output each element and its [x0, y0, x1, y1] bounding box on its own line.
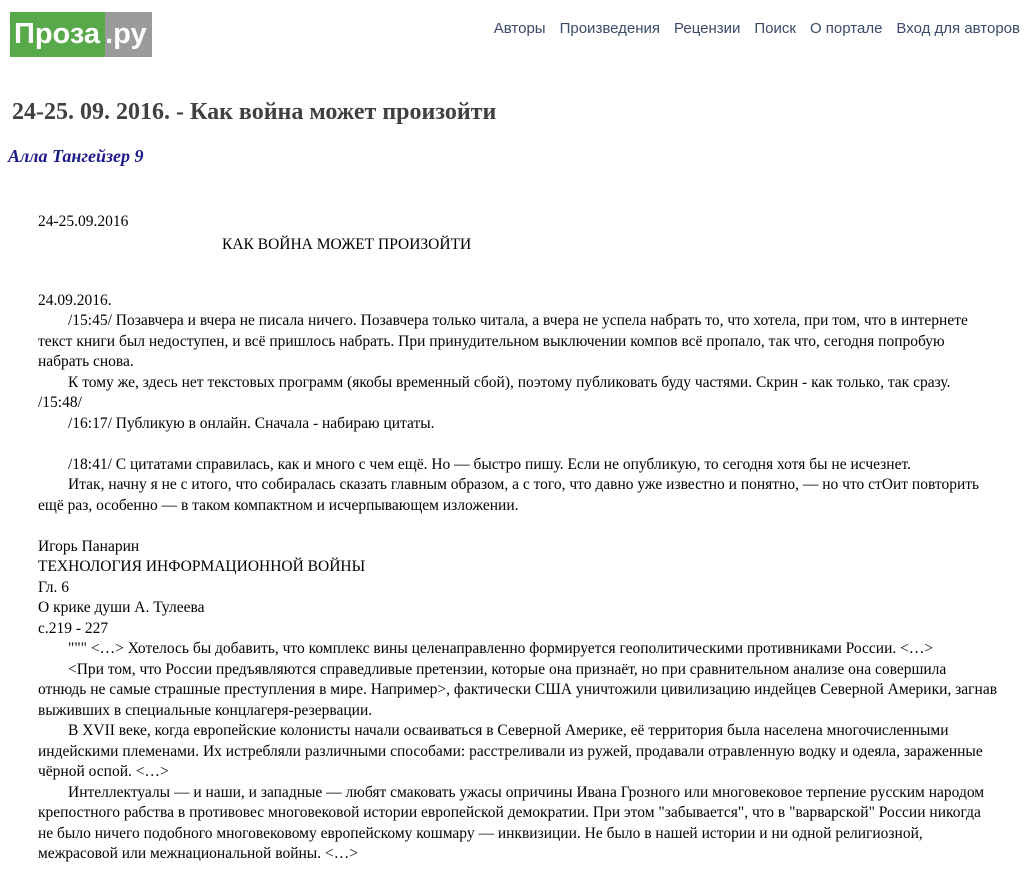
- paragraph: /15:45/ Позавчера и вчера не писала ничего. Позавчера только читала, а вчера не успела набрать то, что хотела, при том, что в интернете текст книги был недоступен, и всё пришлось набрать. При принудительном выключении компов всё пропало, так что, сегодня попробую набрать снова.: [38, 312, 968, 370]
- nav-works[interactable]: Произведения: [559, 20, 661, 37]
- source-book: ТЕХНОЛОГИЯ ИНФОРМАЦИОННОЙ ВОЙНЫ: [38, 558, 366, 575]
- paragraph: /18:41/ С цитатами справилась, как и много с чем ещё. Но — быстро пишу. Если не опубликую, то сегодня хотя бы не исчезнет.: [68, 455, 911, 473]
- work-title: 24-25. 09. 2016. - Как война может произойти: [12, 99, 497, 125]
- nav-about[interactable]: О портале: [809, 20, 883, 37]
- date-line-2: 24.09.2016.: [38, 291, 112, 309]
- paragraph: К тому же, здесь нет текстовых программ (якобы временный сбой), поэтому публиковать буду частями. Скрин - как только, так сразу. /15:48/: [38, 373, 951, 411]
- spacer: [38, 276, 998, 291]
- quote-paragraph: """ <…> Хотелось бы добавить, что комплекс вины целенаправленно формируется геополитическими противниками России. <…>: [68, 640, 934, 657]
- paragraph: Итак, начну я не с итого, что собиралась сказать главным образом, а с того, что давно уже известно и понятно, — но что стОит повторить ещё раз, особенно — в таком компактном и исчерпывающем изложении.: [38, 476, 980, 514]
- main-nav: [494, 20, 1020, 37]
- source-section: О крике души А. Тулеева: [38, 599, 205, 616]
- spacer: [38, 434, 998, 455]
- nav-login[interactable]: Вход для авторов: [896, 20, 1020, 37]
- logo-left-text: Проза: [10, 12, 105, 57]
- date-line: 24-25.09.2016: [38, 213, 129, 230]
- source-chapter: Гл. 6: [38, 578, 70, 596]
- site-header: [0, 0, 1028, 70]
- site-logo[interactable]: [10, 12, 152, 57]
- nav-reviews[interactable]: Рецензии: [674, 20, 741, 37]
- text-heading: КАК ВОЙНА МОЖЕТ ПРОИЗОЙТИ: [222, 235, 472, 253]
- spacer: [38, 255, 998, 276]
- quote-paragraph: <При том, что России предъявляются справедливые претензии, которые она признаёт, но при сравнительном анализе она совершила отнюдь не самые страшные преступления в мире. Например>, фактически США уничтожили цивилизацию индейцев Северной Америки, загнав выживших в специальные концлагеря-резервации.: [38, 660, 998, 719]
- nav-authors[interactable]: Авторы: [493, 20, 546, 37]
- work-text: [38, 212, 998, 865]
- author-link[interactable]: Алла Тангейзер 9: [8, 146, 144, 166]
- quote-paragraph: В XVII веке, когда европейские колонисты начали осваиваться в Северной Америке, её территория была населена многочисленными индейскими племенами. Их истребляли различными способами: расстреливали из ружей, продавали отравленную водку и одеяла, зараженные чёрной оспой. <…>: [38, 722, 983, 780]
- paragraph: /16:17/ Публикую в онлайн. Сначала - набираю цитаты.: [68, 414, 435, 432]
- source-author: Игорь Панарин: [38, 537, 140, 555]
- spacer: [38, 516, 998, 537]
- quote-paragraph: Интеллектуалы — и наши, и западные — любят смаковать ужасы опричины Ивана Грозного или многовековое терпение русским народом крепостного рабства в противовес многовековой истории европейской демократии. При этом "забывается", что в "варварской" России никогда не было ничего подобного многовековому европейскому кошмару — инквизиции. Не было в нашей истории и ни одной религиозной, межрасовой или межнациональной войны. <…>: [38, 783, 985, 862]
- logo-right-text: .ру: [105, 12, 152, 57]
- source-pages: с.219 - 227: [38, 619, 109, 637]
- nav-search[interactable]: Поиск: [754, 20, 796, 37]
